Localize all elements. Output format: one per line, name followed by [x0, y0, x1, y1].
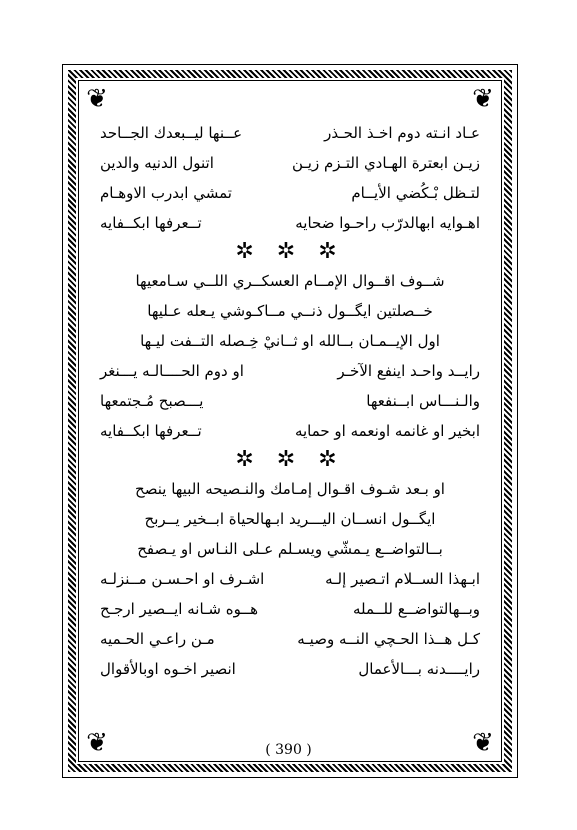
verse-first-hemistich: اول الإيــمـان بــالله او ثــانيْ خِـصله التــفت ليـها: [140, 332, 440, 350]
verse-first-hemistich: اهـوايه ابهالدرّب راحـوا ضحايه: [295, 214, 480, 232]
verse-first-hemistich: او بـعد شـوف اقـوال إمـامك والنـصيحه البيها ينصح: [135, 480, 445, 498]
verse-first-hemistich: ايگــول انســان اليـــريد ابـهالحياة ابــخير يــربح: [144, 510, 436, 528]
verse-line: [100, 474, 480, 504]
verse-line: [100, 356, 480, 386]
verse-second-hemistich: يـــصبح مُـجتمعها: [100, 392, 204, 410]
verse-line: [100, 296, 480, 326]
verse-first-hemistich: وبــهالتواضــع للــمله: [353, 600, 480, 618]
poem-body: [100, 118, 480, 684]
verse-second-hemistich: اتنول الدنيه والدين: [100, 154, 214, 172]
verse-line: [100, 624, 480, 654]
verse-first-hemistich: بــالتواضــع يـمشّي ويسـلم عـلى النـاس او يـصفح: [137, 540, 443, 558]
page-number: ( 390 ): [265, 742, 312, 758]
verse-line: [100, 326, 480, 356]
floral-corner-icon: ❦: [86, 728, 108, 758]
verse-line: [100, 266, 480, 296]
verse-line: [100, 208, 480, 238]
verse-second-hemistich: تــعرفها ابكــفايه: [100, 422, 202, 440]
verse-first-hemistich: والـنـــاس ابــنفعها: [366, 392, 480, 410]
verse-first-hemistich: رايــد واحـد اينفع الآخـر: [337, 362, 480, 380]
verse-first-hemistich: كـل هــذا الحـچي النــه وصيـه: [297, 630, 480, 648]
verse-line: [100, 564, 480, 594]
verse-second-hemistich: عــنها ليــبعدك الجــاحد: [100, 124, 243, 142]
verse-first-hemistich: عـاد انـته دوم اخـذ الحـذر: [324, 124, 480, 142]
verse-second-hemistich: تمشي ابدرب الاوهـام: [100, 184, 232, 202]
verse-second-hemistich: هــوه شـانه ايــصير ارجـح: [100, 600, 259, 618]
verse-line: [100, 504, 480, 534]
verse-first-hemistich: خــصلتين ايگــول ذنــي مــاكـوشي يـعله عـليها: [147, 302, 433, 320]
floral-corner-icon: ❦: [472, 84, 494, 114]
floral-corner-icon: ❦: [86, 84, 108, 114]
asterisk-separator-icon: ✲ ✲ ✲: [235, 239, 345, 264]
verse-line: [100, 654, 480, 684]
verse-second-hemistich: اشـرف او احـسـن مــنزلـه: [100, 570, 265, 588]
asterisk-separator-icon: ✲ ✲ ✲: [235, 447, 345, 472]
floral-corner-icon: ❦: [472, 728, 494, 758]
verse-first-hemistich: لتـظل بْـكُضي الأيــام: [351, 184, 480, 202]
verse-second-hemistich: مـن راعـي الحـميه: [100, 630, 215, 648]
verse-line: [100, 148, 480, 178]
verse-second-hemistich: انصير اخـوه اوبالأقوال: [100, 660, 236, 678]
verse-line: [100, 118, 480, 148]
verse-line: [100, 178, 480, 208]
verse-line: [100, 416, 480, 446]
verse-first-hemistich: زيـن ابعترة الهـادي التـزم زيـن: [291, 154, 480, 172]
verse-second-hemistich: تــعرفها ابكــفايه: [100, 214, 202, 232]
verse-first-hemistich: ابـهذا الســلام اتـصير إلـه: [325, 570, 480, 588]
verse-first-hemistich: شــوف اقــوال الإمــام العسكــري اللــي سـامعيها: [135, 272, 445, 290]
verse-line: [100, 534, 480, 564]
verse-line: [100, 594, 480, 624]
verse-first-hemistich: ابخير او غانمه اونعمه او حمايه: [294, 422, 480, 440]
verse-line: [100, 386, 480, 416]
verse-second-hemistich: او دوم الحــــالـه يـــنغر: [100, 362, 244, 380]
verse-first-hemistich: رايــــدنه بـــالأعمال: [358, 660, 480, 678]
